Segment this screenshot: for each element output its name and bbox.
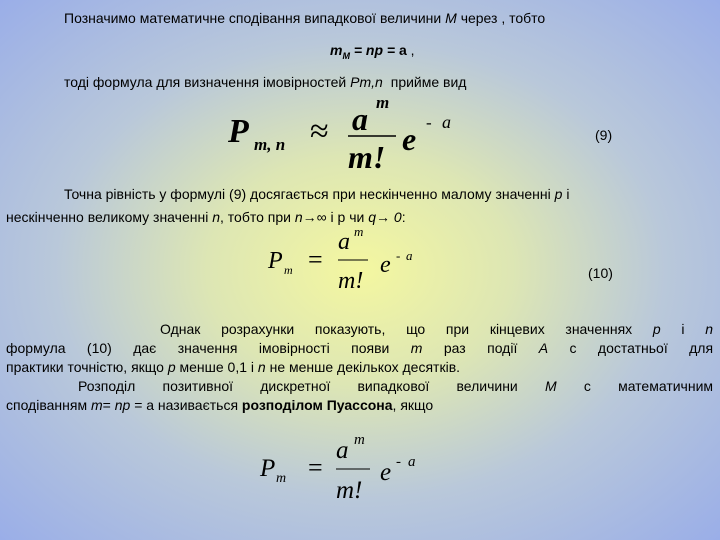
- formula-intro-line: тоді формула для визначення імовірностей Pm,n прийме вид: [64, 74, 467, 90]
- eq10-denominator: m!: [338, 268, 364, 294]
- eq9-numerator: a: [352, 101, 368, 137]
- var-M: M: [445, 10, 457, 26]
- eq9-approx: ≈: [310, 113, 329, 150]
- eq9-subscript: m, n: [254, 135, 286, 154]
- eq9-exponent: m: [376, 93, 390, 112]
- equation-10: [262, 222, 432, 304]
- eq11-exp-a: a: [408, 454, 416, 470]
- eq10-equals: =: [308, 245, 323, 274]
- eq11-subscript: m: [276, 471, 287, 486]
- poisson-term: розподілом Пуассона: [241, 397, 393, 413]
- eq11-P: P: [260, 455, 276, 482]
- equation-9: [220, 88, 480, 176]
- eq11-denominator: m!: [336, 477, 363, 504]
- eq10-number: (10): [588, 265, 613, 281]
- equation-poisson: [256, 426, 436, 516]
- exact-line-1: Точна рівність у формулі (9) досягається при нескінченно малому значенні p і: [64, 186, 570, 202]
- eq10-exp-a: a: [406, 248, 413, 263]
- paragraph-poisson: Розподіл позитивної дискретної випадкової величини M с математичним: [78, 378, 714, 394]
- expectation-formula: $m_M$ = np = a ,: [330, 42, 415, 61]
- paragraph-accuracy: Однак розрахунки показують, що при кінцевих значеннях p і n формула (10) дає значення імовірності появи m раз події A с достатньої для практики точністю, якщо p менше 0,1 і n не менше декількох десятків. Розподіл позитивної дискретної випадкової величини M с математичним сподіванням m= np = а називається розподілом Пуассона, якщо: [6, 321, 714, 413]
- eq11-exponent: m: [354, 432, 365, 448]
- eq9-exp-a: a: [442, 112, 451, 132]
- exact-line-2: нескінченно великому значенні n, тобто при n→∞ і р чи q→ 0:: [6, 209, 406, 225]
- eq11-numerator: a: [336, 437, 349, 464]
- eq10-P: P: [268, 248, 283, 274]
- eq11-e: e: [380, 459, 392, 486]
- eq10-e: e: [380, 252, 391, 278]
- eq9-e: e: [402, 121, 417, 157]
- eq9-number: (9): [595, 127, 613, 143]
- eq11-equals: =: [308, 453, 323, 482]
- intro-line: Позначимо математичне сподівання випадкової величини M через , тобто: [64, 10, 546, 26]
- eq9-P: P: [228, 113, 249, 150]
- eq11-exp-minus: -: [396, 454, 401, 470]
- eq10-exponent: m: [354, 224, 364, 239]
- eq10-subscript: m: [284, 263, 293, 277]
- eq10-numerator: a: [338, 229, 350, 255]
- eq10-exp-minus: -: [396, 248, 401, 263]
- eq9-exp-minus: -: [426, 113, 432, 132]
- eq9-denominator: m!: [348, 139, 386, 175]
